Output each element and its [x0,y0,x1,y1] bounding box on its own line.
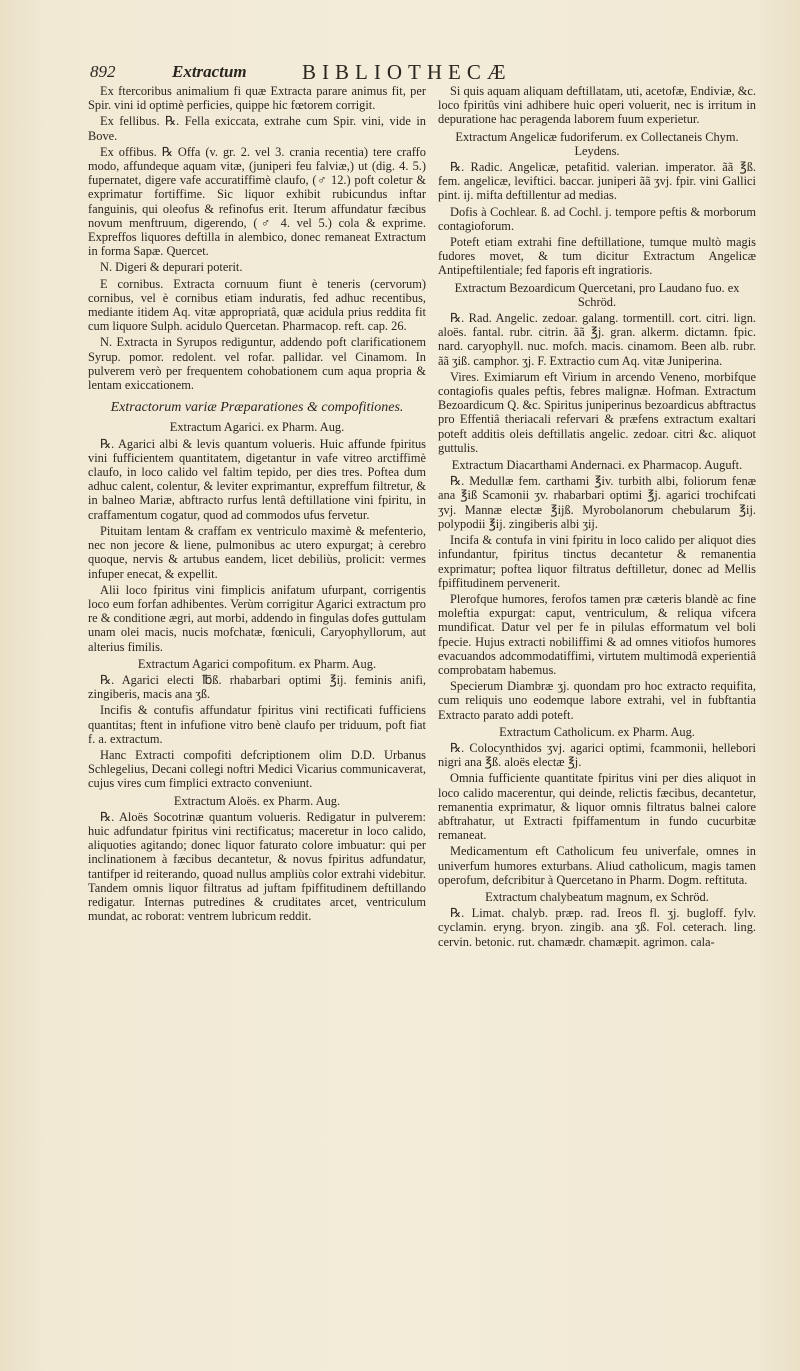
right-heading: Extractum chalybeatum magnum, ex Schröd. [485,889,709,904]
right-paragraph: Incifa & contufa in vini fpiritu in loco calido per aliquot dies infundantur, fpiritus tinctus decantetur & remanentia exprimatur; poftea liquor filtratus deftilletur, donec ad Mellis fpiffitudinem pervenerit. [438,533,756,590]
right-paragraph: ℞. Limat. chalyb. præp. rad. Ireos fl. ʒj. bugloff. fylv. cyclamin. eryng. bryon. zingib. ana ʒß. Fol. ceterach. ling. cervin. betonic. rut. chamædr. chamæpit. agrimon. cala- [438,906,756,949]
right-heading: Extractum Angelicæ fudoriferum. ex Collectaneis Chym. Leydens. [455,129,739,158]
right-paragraph: ℞. Colocynthidos ʒvj. agarici optimi, fcammonii, hellebori nigri ana ℥ß. aloës electæ ℥j. [438,740,756,770]
left-heading: Extractum Agarici compofitum. ex Pharm. Aug. [137,656,377,671]
right-heading: Extractum Diacarthami Andernaci. ex Pharmacop. Auguft. [451,458,743,473]
left-heading: Extractum Agarici. ex Pharm. Aug. [169,420,345,435]
right-paragraph: Specierum Diambræ ʒj. quondam pro hoc extracto requifita, cum reliquis uno eodemque labore extrahi, vel in fubftantia Extracto parato addi poteft. [438,679,756,722]
left-heading: Extractorum variæ Præparationes & compofitiones. [110,400,404,416]
left-paragraph: Alii loco fpiritus vini fimplicis anifatum ufurpant, corrigentis loco eum forfan adhibentes. Verùm corrigitur Agarici extractum pro re & conditione ægri, aut morbi, addendo in fingulas dofes guttulam unam olei macis, nucis mofchatæ, fœniculi, Caryophyllorum, aut alterius fimilis. [88,582,426,654]
book-title: BIBLIOTHECÆ [302,60,512,84]
left-paragraph: ℞. Agarici albi & levis quantum volueris. Huic affunde fpiritus vini fufficientem quantitatem, digetantur in vafe vitreo arctiffimè claufo, in loco calido vel faltim tepido, per dies tres. Poftea dum adhuc calent, colentur, & leviter exprimantur, expreffum filtretur, & in balneo Mariæ, abftracto rurfus lentâ deftillatione vini fpiritu, in craffamentum cogatur, quod ad commodos ufus fervetur. [88,436,426,522]
page-number: 892 [90,62,116,81]
running-header [90,62,750,84]
section-title: Extractum [172,62,247,81]
right-heading: Extractum Catholicum. ex Pharm. Aug. [499,724,695,739]
right-paragraph: Medicamentum eft Catholicum feu univerfale, omnes in univerfum humores exturbans. Aliud catholicum, magis tamen operofum, defcribitur à Quercetano in Pharm. Dogm. reftituta. [438,844,756,887]
right-column [438,84,756,951]
left-column [88,84,426,925]
right-paragraph: Poteft etiam extrahi fine deftillatione, tumque multò magis fudores movet, & tum dicitur Extractum Angelicæ Antipeftilentiale; fed faporis eft ingratioris. [438,235,756,278]
right-paragraph: Si quis aquam aliquam deftillatam, uti, acetofæ, Endiviæ, &c. loco fpiritûs vini adhibere huic operi voluerit, nec is irritum in depuratione hac peragenda laborem fuum experietur. [438,84,756,127]
left-paragraph: Ex ftercoribus animalium fi quæ Extracta parare animus fit, per Spir. vini id optimè perficies, quippe hic fœtorem corrigit. [88,84,426,113]
left-heading: Extractum Aloës. ex Pharm. Aug. [173,793,341,808]
right-paragraph: Plerofque humores, ferofos tamen præ cæteris blandè ac fine moleftia expurgat: caput, ventriculum, & reliqua vifcera mundificat. Datur vel per fe in pilulas efformatum vel boli fpecie. Hujus extracti nobiliffimi & ad omnes vitiofos humores evacuandos adcommodatiffimi, virtutem multimodâ experientiâ comprobatam habemus. [438,591,756,677]
right-paragraph: Dofis à Cochlear. ß. ad Cochl. j. tempore peftis & morborum contagioforum. [438,204,756,233]
left-paragraph: N. Digeri & depurari poterit. [100,260,243,275]
left-paragraph: ℞. Aloës Socotrinæ quantum volueris. Redigatur in pulverem: huic adfundatur fpiritus vini rectificatus; maceretur in loco calido, aliquoties agitando; donec liquor faturato colore imbuatur: qui per inclinationem à fæcibus decantetur, & novus fpiritus adfundatur, tantifper id reiterando, quoad nullus ampliùs color extrahi videbitur. Tandem omnis liquor filtratus ad juftam fpiffitudinem deftillando redigatur. Internas putredines & cruditates arcet, ventriculum mundat, ac roborat: ventrem lubricum reddit. [88,809,426,924]
left-paragraph: Ex fellibus. ℞. Fella exiccata, extrahe cum Spir. vini, vide in Bove. [88,114,426,143]
right-paragraph: ℞. Rad. Angelic. zedoar. galang. tormentill. cort. citri. lign. aloës. fantal. rubr. citrin. ãã ℥j. gran. alkerm. dictamn. fpic. nard. caryophyll. nuc. mofch. macis. cinamom. Been alb. rubr. ãã ʒiß. camphor. ʒj. F. Extractio cum Aq. vitæ Juniperina. [438,311,756,368]
left-paragraph: ℞. Agarici electi ℔ß. rhabarbari optimi ℥ij. feminis anifi, zingiberis, macis ana ʒß. [88,672,426,702]
right-paragraph: Vires. Eximiarum eft Virium in arcendo Veneno, morbifque contagiofis quales peftis, febres malignæ. Hofman. Extractum Bezoardicum Q. &c. Spiritus juniperinus bezoardicus abftractus pro Effentiâ theriacali refervari & præfens extractum exaltari poteft additis oleis deftillatis angelic. zedoar. citri &c. aliquot guttulis. [438,369,756,455]
right-heading: Extractum Bezoardicum Quercetani, pro Laudano fuo. ex Schröd. [454,280,740,309]
left-paragraph: Ex offibus. ℞ Offa (v. gr. 2. vel 3. crania recentia) tere craffo modo, affundeque aquam vitæ, (juniperi feu falviæ,) ut (dig. 4. 5.) fupernatet, digere vafe accuratiffimè claufo, (♂ 12.) poft coletur & exprimatur fortiffime. Sic liquor exhibit rubicundus inftar fanguinis, qui oleofus & refinofus erit. Iterum affundatur fæcibus novum menftruum, digerendo, (♂ 4. vel 5.) cola & exprime. Expreffos liquores deftilla in alembico, donec remaneat Extractum in forma Sapæ. Quercet. [88,144,426,259]
left-paragraph: Pituitam lentam & craffam ex ventriculo maximè & mefenterio, nec non jecore & liene, pulmonibus ac utero expurgat; à cerebro quoque, nervis & artubus eandem, licet debiliùs, prolicit: vermes infuper enecat, & expellit. [88,523,426,581]
left-paragraph: N. Extracta in Syrupos rediguntur, addendo poft clarificationem Syrup. pomor. redolent. vel rofar. pallidar. vel Cinamom. In pulverem verò per frequentem cohobationem cum aqua propria & lentam exiccationem. [88,335,426,393]
left-paragraph: Incifis & contufis affundatur fpiritus vini rectificati fufficiens quantitas; ftent in infufione vitro benè claufo per triduum, poft fiat f. a. extractum. [88,703,426,746]
left-paragraph: E cornibus. Extracta cornuum fiunt è teneris (cervorum) cornibus, vel è cornibus etiam induratis, fed adhuc recentibus, mediante itidem Aq. vitæ appropriatâ, quæ acidula prius reddita fit cum liquore Sulph. acidulo Quercetan. Pharmacop. reft. cap. 26. [88,276,426,334]
right-paragraph: Omnia fufficiente quantitate fpiritus vini per dies aliquot in loco calido macerentur, qui deinde, relictis fæcibus, decantetur, remanentia exprimatur, & liquor omnis filtratus balnei calore abftrahatur, ut Extracti fpiffamentum in fundo cucurbitæ remaneat. [438,771,756,843]
right-paragraph: ℞. Radic. Angelicæ, petafitid. valerian. imperator. ãã ℥ß. fem. angelicæ, leviftici. baccar. juniperi ãã ʒvj. fpir. vini Gallici pint. ij. mifta deftillentur ad medias. [438,160,756,203]
right-paragraph: ℞. Medullæ fem. carthami ℥iv. turbith albi, foliorum fenæ ana ℥iß Scamonii ʒv. rhabarbari optimi ℥j. agarici trochifcati ʒvj. Mannæ electæ ℥ijß. Myrobolanorum chebularum ℥ij. polypodii ℥ij. zingiberis albi ʒij. [438,474,756,531]
left-paragraph: Hanc Extracti compofiti defcriptionem olim D.D. Urbanus Schlegelius, Decani collegi noftri Medici Vicarius communicaverat, cujus vires cum fimplici extracto conveniunt. [88,747,426,791]
